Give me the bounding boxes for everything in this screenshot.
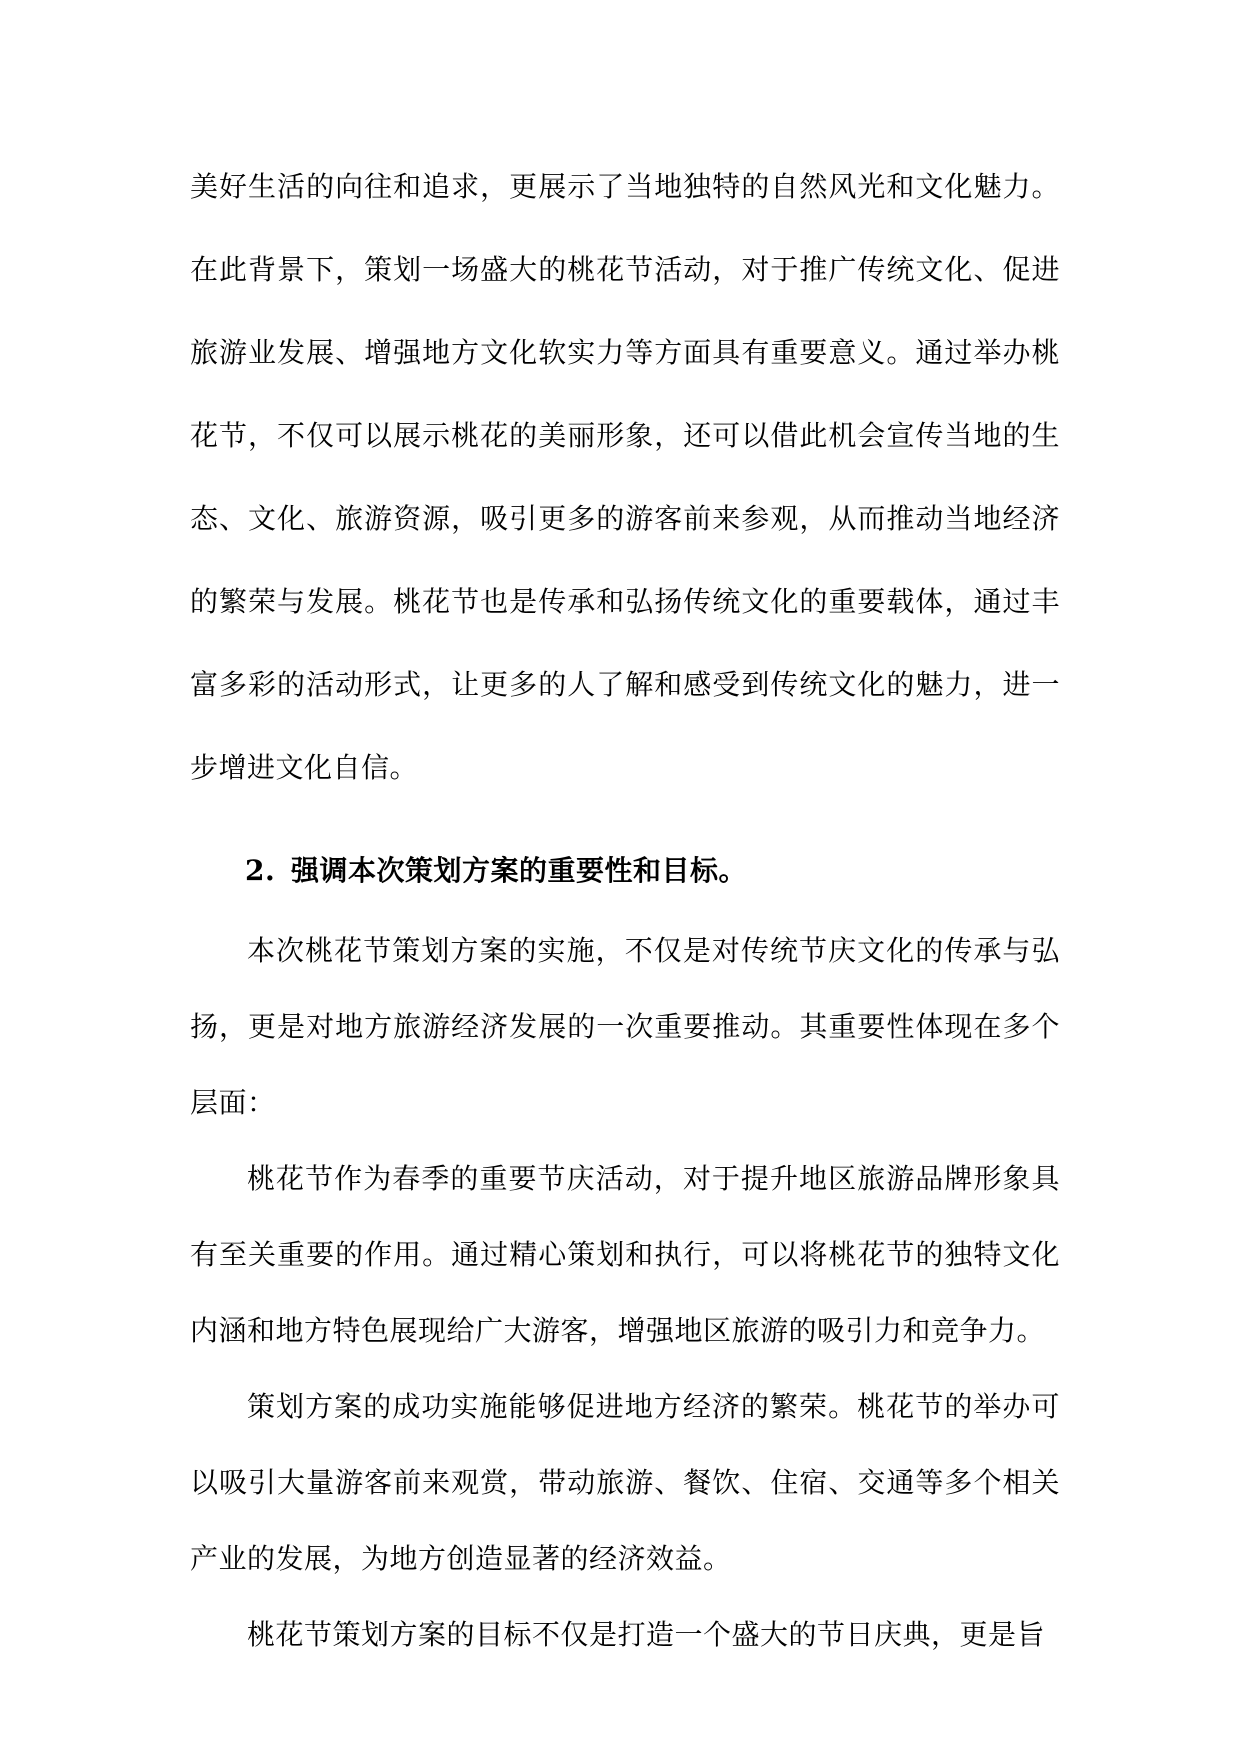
paragraph-importance-intro: 本次桃花节策划方案的实施，不仅是对传统节庆文化的传承与弘扬，更是对地方旅游经济发展的一次重要推动。其重要性体现在多个层面： xyxy=(190,934,1060,1119)
section-heading xyxy=(190,837,1060,905)
paragraph-background: 美好生活的向往和追求，更展示了当地独特的自然风光和文化魅力。在此背景下，策划一场盛大的桃花节活动，对于推广传统文化、促进旅游业发展、增强地方文化软实力等方面具有重要意义。通过举办桃花节，不仅可以展示桃花的美丽形象，还可以借此机会宣传当地的生态、文化、旅游资源，吸引更多的游客前来参观，从而推动当地经济的繁荣与发展。桃花节也是传承和弘扬传统文化的重要载体，通过丰富多彩的活动形式，让更多的人了解和感受到传统文化的魅力，进一步增进文化自信。 xyxy=(190,170,1060,784)
paragraph-goal: 桃花节策划方案的目标不仅是打造一个盛大的节日庆典，更是旨 xyxy=(247,1618,1046,1651)
document-body xyxy=(190,145,1060,1673)
section-heading-text: 强调本次策划方案的重要性和目标。 xyxy=(291,854,748,887)
paragraph-brand-image: 桃花节作为春季的重要节庆活动，对于提升地区旅游品牌形象具有至关重要的作用。通过精心策划和执行，可以将桃花节的独特文化内涵和地方特色展现给广大游客，增强地区旅游的吸引力和竞争力。 xyxy=(190,1162,1060,1347)
section-heading-number: 2. xyxy=(245,854,276,887)
paragraph-economy: 策划方案的成功实施能够促进地方经济的繁荣。桃花节的举办可以吸引大量游客前来观赏，带动旅游、餐饮、住宿、交通等多个相关产业的发展，为地方创造显著的经济效益。 xyxy=(190,1390,1060,1575)
